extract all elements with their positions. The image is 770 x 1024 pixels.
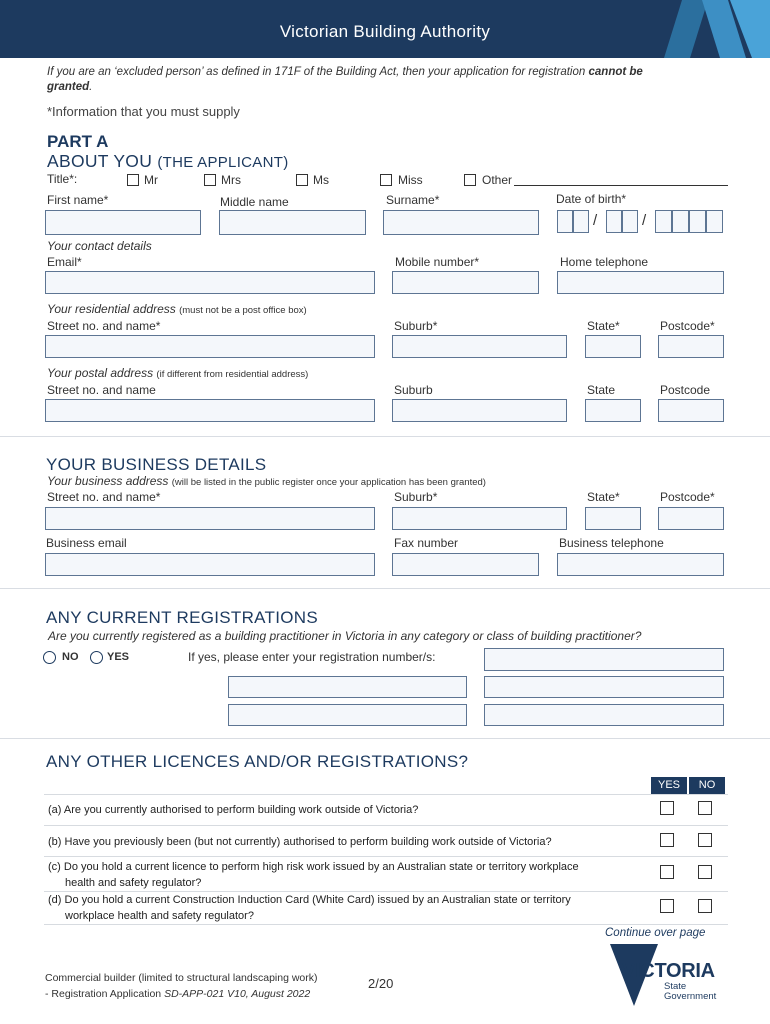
postal-section-label: Your postal address (if different from residential address) <box>47 366 309 380</box>
residential-postcode-field[interactable] <box>658 335 724 358</box>
middle-name-label: Middle name <box>220 195 289 209</box>
title-ms-checkbox[interactable] <box>296 174 308 186</box>
continue-over-page: Continue over page <box>605 927 706 939</box>
postal-street-label: Street no. and name <box>47 383 156 397</box>
postal-street-field[interactable] <box>45 399 375 422</box>
title-other-input-line[interactable] <box>514 185 728 186</box>
residential-street-label: Street no. and name* <box>47 319 161 333</box>
dob-day-digit[interactable] <box>557 210 573 233</box>
business-postcode-label: Postcode* <box>660 490 715 504</box>
registrations-heading: ANY CURRENT REGISTRATIONS <box>46 608 318 627</box>
question-c-no-checkbox[interactable] <box>698 865 712 879</box>
row-divider <box>44 825 728 826</box>
fax-field[interactable] <box>392 553 539 576</box>
registrations-question: Are you currently registered as a building practitioner in Victoria in any category or class of building practitioner? <box>48 629 642 643</box>
page-number: 2/20 <box>368 976 394 991</box>
business-email-field[interactable] <box>45 553 375 576</box>
middle-name-field[interactable] <box>219 210 366 235</box>
header-title: Victorian Building Authority <box>279 22 491 41</box>
question-d-continued: workplace health and safety regulator? <box>65 910 254 922</box>
dob-year-digit[interactable] <box>689 210 706 233</box>
title-other-checkbox[interactable] <box>464 174 476 186</box>
fax-label: Fax number <box>394 536 459 550</box>
section-divider <box>0 738 770 739</box>
title-ms-label: Ms <box>313 173 329 187</box>
dob-year-digit[interactable] <box>706 210 723 233</box>
mobile-field[interactable] <box>392 271 539 294</box>
business-postcode-field[interactable] <box>658 507 724 530</box>
required-note: *Information that you must supply <box>47 104 240 119</box>
surname-label: Surname* <box>386 193 440 207</box>
title-other-label: Other <box>482 173 513 187</box>
registered-no-label: NO <box>62 651 79 663</box>
registered-no-radio[interactable] <box>43 651 56 664</box>
registration-number-prompt: If yes, please enter your registration number/s: <box>188 650 436 664</box>
title-miss-label: Miss <box>398 173 423 187</box>
dob-year-digit[interactable] <box>672 210 689 233</box>
registered-yes-label: YES <box>107 651 130 663</box>
title-miss-checkbox[interactable] <box>380 174 392 186</box>
question-d: (d) Do you hold a current Construction Induction Card (White Card) issued by an Australian state or territory <box>48 894 571 906</box>
title-mrs-checkbox[interactable] <box>204 174 216 186</box>
victoria-state-government-logo <box>608 942 732 1008</box>
first-name-label: First name* <box>47 193 109 207</box>
question-a: (a) Are you currently authorised to perform building work outside of Victoria? <box>48 804 419 816</box>
question-c: (c) Do you hold a current licence to perform high risk work issued by an Australian state or territory workplace <box>48 861 579 873</box>
home-telephone-field[interactable] <box>557 271 724 294</box>
business-heading: YOUR BUSINESS DETAILS <box>46 455 267 474</box>
question-b: (b) Have you previously been (but not currently) authorised to perform building work outside of Victoria? <box>48 836 552 848</box>
dob-separator: / <box>642 212 647 229</box>
home-telephone-label: Home telephone <box>560 255 649 269</box>
footer-form-name: Commercial builder (limited to structural landscaping work) <box>45 972 318 984</box>
postal-state-label: State <box>587 383 616 397</box>
postal-suburb-field[interactable] <box>392 399 567 422</box>
title-mr-label: Mr <box>144 173 158 187</box>
email-field[interactable] <box>45 271 375 294</box>
residential-section-label: Your residential address (must not be a post office box) <box>47 302 307 316</box>
dob-separator: / <box>593 212 598 229</box>
first-name-field[interactable] <box>45 210 201 235</box>
residential-postcode-label: Postcode* <box>660 319 715 333</box>
business-telephone-field[interactable] <box>557 553 724 576</box>
question-d-yes-checkbox[interactable] <box>660 899 674 913</box>
business-suburb-label: Suburb* <box>394 490 438 504</box>
residential-state-field[interactable] <box>585 335 641 358</box>
business-section-label: Your business address (will be listed in the public register once your application has been granted) <box>47 474 486 488</box>
page-header <box>0 0 770 58</box>
dob-year-digit[interactable] <box>655 210 672 233</box>
postal-suburb-label: Suburb <box>394 383 433 397</box>
registration-number-field[interactable] <box>228 704 467 726</box>
section-divider <box>0 588 770 589</box>
dob-label: Date of birth* <box>556 192 627 206</box>
question-b-yes-checkbox[interactable] <box>660 833 674 847</box>
mobile-label: Mobile number* <box>395 255 480 269</box>
part-label: PART A <box>47 132 109 151</box>
title-mr-checkbox[interactable] <box>127 174 139 186</box>
yes-column-header: YES <box>651 777 687 794</box>
residential-suburb-label: Suburb* <box>394 319 438 333</box>
question-a-no-checkbox[interactable] <box>698 801 712 815</box>
question-d-no-checkbox[interactable] <box>698 899 712 913</box>
excluded-person-notice-end: granted. <box>47 81 93 93</box>
business-suburb-field[interactable] <box>392 507 567 530</box>
footer-form-code: - Registration Application SD-APP-021 V10, August 2022 <box>45 988 311 1000</box>
state-government-text: State Government <box>664 981 717 1002</box>
licences-heading: ANY OTHER LICENCES AND/OR REGISTRATIONS? <box>46 752 469 771</box>
victoria-logo-text: VICTORIA <box>622 960 715 982</box>
row-divider <box>44 794 728 795</box>
contact-section-label: Your contact details <box>47 239 152 253</box>
row-divider <box>44 856 728 857</box>
section-divider <box>0 436 770 437</box>
registered-yes-radio[interactable] <box>90 651 103 664</box>
business-telephone-label: Business telephone <box>559 536 664 550</box>
registration-number-field[interactable] <box>484 648 724 671</box>
business-street-label: Street no. and name* <box>47 490 161 504</box>
dob-month-digit[interactable] <box>606 210 622 233</box>
registration-number-field[interactable] <box>484 704 724 726</box>
residential-state-label: State* <box>587 319 620 333</box>
title-mrs-label: Mrs <box>221 173 241 187</box>
dob-month-digit[interactable] <box>622 210 638 233</box>
postal-postcode-field[interactable] <box>658 399 724 422</box>
question-c-yes-checkbox[interactable] <box>660 865 674 879</box>
question-b-no-checkbox[interactable] <box>698 833 712 847</box>
business-email-label: Business email <box>46 536 127 550</box>
row-divider <box>44 924 728 925</box>
surname-field[interactable] <box>383 210 539 235</box>
residential-suburb-field[interactable] <box>392 335 567 358</box>
postal-postcode-label: Postcode <box>660 383 711 397</box>
email-label: Email* <box>47 255 82 269</box>
business-street-field[interactable] <box>45 507 375 530</box>
dob-day-digit[interactable] <box>573 210 589 233</box>
about-you-heading: ABOUT YOU (THE APPLICANT) <box>47 151 289 171</box>
registration-number-field[interactable] <box>228 676 467 698</box>
registration-number-field[interactable] <box>484 676 724 698</box>
title-label: Title*: <box>47 172 78 186</box>
postal-state-field[interactable] <box>585 399 641 422</box>
question-c-continued: health and safety regulator? <box>65 877 202 889</box>
business-state-field[interactable] <box>585 507 641 530</box>
no-column-header: NO <box>689 777 725 794</box>
question-a-yes-checkbox[interactable] <box>660 801 674 815</box>
excluded-person-notice: If you are an ‘excluded person’ as defined in 171F of the Building Act, then your application for registration cannot be <box>47 66 643 78</box>
business-state-label: State* <box>587 490 620 504</box>
residential-street-field[interactable] <box>45 335 375 358</box>
